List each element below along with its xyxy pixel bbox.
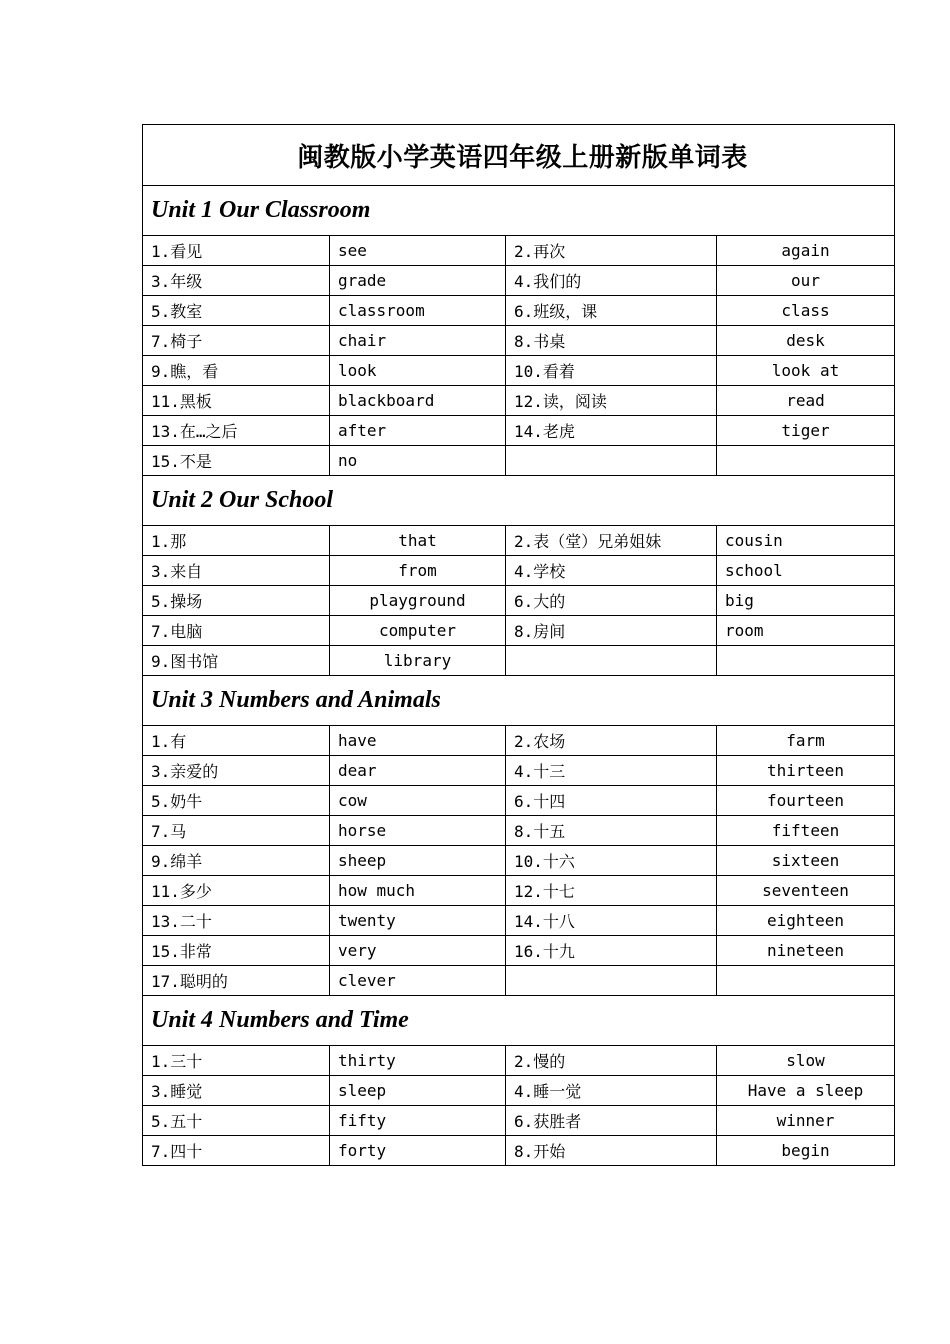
english-word-cell: after [330,416,506,446]
chinese-meaning-cell: 3.亲爱的 [143,756,330,786]
english-word-cell: grade [330,266,506,296]
english-word-cell: fifteen [717,816,895,846]
chinese-meaning-cell: 4.十三 [506,756,717,786]
english-word-cell: class [717,296,895,326]
chinese-meaning-cell: 4.学校 [506,556,717,586]
english-word-cell: twenty [330,906,506,936]
chinese-meaning-cell: 3.睡觉 [143,1076,330,1106]
english-word-cell: again [717,236,895,266]
unit-header-row [143,476,895,526]
english-word-cell: begin [717,1136,895,1166]
chinese-meaning-cell: 1.那 [143,526,330,556]
english-word-cell: sleep [330,1076,506,1106]
chinese-meaning-cell: 13.二十 [143,906,330,936]
chinese-meaning-cell: 17.聪明的 [143,966,330,996]
table-row [143,756,895,786]
english-word-cell: cousin [717,526,895,556]
english-word-cell: forty [330,1136,506,1166]
chinese-meaning-cell: 7.四十 [143,1136,330,1166]
chinese-meaning-cell: 6.十四 [506,786,717,816]
chinese-meaning-cell: 9.绵羊 [143,846,330,876]
english-word-cell: see [330,236,506,266]
english-word-cell: look at [717,356,895,386]
chinese-meaning-cell [506,646,717,676]
chinese-meaning-cell: 5.奶牛 [143,786,330,816]
english-word-cell: Have a sleep [717,1076,895,1106]
chinese-meaning-cell: 9.瞧，看 [143,356,330,386]
unit-header-row [143,676,895,726]
english-word-cell: library [330,646,506,676]
chinese-meaning-cell: 9.图书馆 [143,646,330,676]
chinese-meaning-cell: 12.读，阅读 [506,386,717,416]
table-row [143,726,895,756]
table-row [143,846,895,876]
chinese-meaning-cell: 3.来自 [143,556,330,586]
chinese-meaning-cell: 8.房间 [506,616,717,646]
chinese-meaning-cell: 3.年级 [143,266,330,296]
chinese-meaning-cell: 15.非常 [143,936,330,966]
english-word-cell: thirty [330,1046,506,1076]
english-word-cell [717,646,895,676]
chinese-meaning-cell: 6.大的 [506,586,717,616]
table-row [143,266,895,296]
chinese-meaning-cell: 8.开始 [506,1136,717,1166]
chinese-meaning-cell: 2.表（堂）兄弟姐妹 [506,526,717,556]
table-row [143,1136,895,1166]
table-row [143,816,895,846]
unit-heading: Unit 4 Numbers and Time [143,996,895,1046]
table-row [143,416,895,446]
table-row [143,1076,895,1106]
chinese-meaning-cell: 7.电脑 [143,616,330,646]
english-word-cell: read [717,386,895,416]
unit-header-row [143,996,895,1046]
table-row [143,296,895,326]
english-word-cell: dear [330,756,506,786]
table-row [143,386,895,416]
chinese-meaning-cell: 1.三十 [143,1046,330,1076]
chinese-meaning-cell: 5.五十 [143,1106,330,1136]
english-word-cell: fourteen [717,786,895,816]
english-word-cell: horse [330,816,506,846]
chinese-meaning-cell: 2.农场 [506,726,717,756]
table-row [143,326,895,356]
chinese-meaning-cell: 5.教室 [143,296,330,326]
unit-heading: Unit 2 Our School [143,476,895,526]
table-row [143,906,895,936]
chinese-meaning-cell: 1.看见 [143,236,330,266]
chinese-meaning-cell: 7.马 [143,816,330,846]
english-word-cell: nineteen [717,936,895,966]
english-word-cell: eighteen [717,906,895,936]
english-word-cell: our [717,266,895,296]
vocabulary-table [142,124,895,1166]
chinese-meaning-cell: 13.在…之后 [143,416,330,446]
english-word-cell [717,446,895,476]
table-row [143,356,895,386]
english-word-cell: sixteen [717,846,895,876]
english-word-cell: look [330,356,506,386]
english-word-cell: farm [717,726,895,756]
english-word-cell: tiger [717,416,895,446]
english-word-cell: desk [717,326,895,356]
chinese-meaning-cell: 2.慢的 [506,1046,717,1076]
table-row [143,446,895,476]
english-word-cell: cow [330,786,506,816]
chinese-meaning-cell: 14.十八 [506,906,717,936]
table-row [143,876,895,906]
english-word-cell: big [717,586,895,616]
table-row [143,586,895,616]
english-word-cell: school [717,556,895,586]
english-word-cell: classroom [330,296,506,326]
table-row [143,1106,895,1136]
english-word-cell: seventeen [717,876,895,906]
table-row [143,646,895,676]
chinese-meaning-cell: 6.班级，课 [506,296,717,326]
english-word-cell: room [717,616,895,646]
chinese-meaning-cell: 4.睡一觉 [506,1076,717,1106]
chinese-meaning-cell: 16.十九 [506,936,717,966]
chinese-meaning-cell: 15.不是 [143,446,330,476]
unit-header-row [143,186,895,236]
table-row [143,966,895,996]
chinese-meaning-cell: 6.获胜者 [506,1106,717,1136]
unit-heading: Unit 1 Our Classroom [143,186,895,236]
chinese-meaning-cell: 7.椅子 [143,326,330,356]
chinese-meaning-cell: 11.多少 [143,876,330,906]
chinese-meaning-cell: 10.看着 [506,356,717,386]
english-word-cell: from [330,556,506,586]
english-word-cell: have [330,726,506,756]
chinese-meaning-cell [506,446,717,476]
table-row [143,1046,895,1076]
english-word-cell: blackboard [330,386,506,416]
table-row [143,556,895,586]
english-word-cell: chair [330,326,506,356]
table-row [143,936,895,966]
chinese-meaning-cell: 8.十五 [506,816,717,846]
english-word-cell: winner [717,1106,895,1136]
table-row [143,526,895,556]
page-title: 闽教版小学英语四年级上册新版单词表 [143,125,895,186]
chinese-meaning-cell: 2.再次 [506,236,717,266]
chinese-meaning-cell: 5.操场 [143,586,330,616]
english-word-cell: slow [717,1046,895,1076]
chinese-meaning-cell: 1.有 [143,726,330,756]
table-row [143,786,895,816]
english-word-cell [717,966,895,996]
unit-heading: Unit 3 Numbers and Animals [143,676,895,726]
english-word-cell: clever [330,966,506,996]
chinese-meaning-cell: 12.十七 [506,876,717,906]
table-row [143,236,895,266]
english-word-cell: playground [330,586,506,616]
chinese-meaning-cell: 4.我们的 [506,266,717,296]
chinese-meaning-cell: 10.十六 [506,846,717,876]
english-word-cell: thirteen [717,756,895,786]
english-word-cell: sheep [330,846,506,876]
english-word-cell: fifty [330,1106,506,1136]
chinese-meaning-cell: 11.黑板 [143,386,330,416]
table-row [143,616,895,646]
english-word-cell: no [330,446,506,476]
english-word-cell: how much [330,876,506,906]
chinese-meaning-cell: 8.书桌 [506,326,717,356]
english-word-cell: very [330,936,506,966]
english-word-cell: computer [330,616,506,646]
chinese-meaning-cell [506,966,717,996]
chinese-meaning-cell: 14.老虎 [506,416,717,446]
english-word-cell: that [330,526,506,556]
